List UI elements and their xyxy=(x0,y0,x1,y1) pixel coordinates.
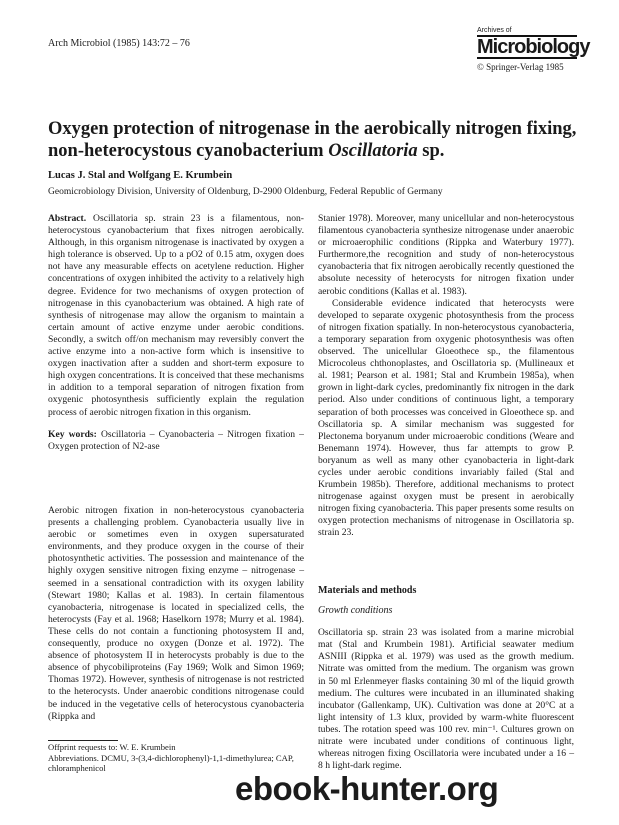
right-paragraph-1: Stanier 1978). Moreover, many unicellular and non-heterocystous filamentous cyanobacteria synthesize nitrogenase under anaerobic or microaerophilic conditions (Rippka and Waterbury 1977). Furthermore,the recognition and study of non-heterocystous cyanobacteria that fix nitrogen aerobically recently questioned the absolute necessity of heterocysts for nitrogen fixation under aerobic conditions (Kallas et al. 1983). xyxy=(318,213,574,297)
intro-paragraph: Aerobic nitrogen fixation in non-heterocystous cyanobacteria presents a challenging problem. Cyanobacteria usually live in aerobic or sometimes even in oxygen supersaturated environments, and they produce oxygen in the course of their photosynthetic activities. The possession and maintenance of the highly oxygen sensitive nitrogen fixing enzyme – nitrogenase – seemed in a sensational contradiction with its oxygen lability (Stewart 1980; Kallas et al. 1983). In certain filamentous cyanobacteria, nitrogenase is located in specialized cells, the heterocysts (Fay et al. 1968; Haselkorn 1978; Murry et al. 1984). These cells do not contain a functioning photosystem II and, consequently, produce no oxygen (Donze et al. 1972). The absence of photosystem II in heterocysts probably is due to the absence of phycobiliproteins (Fay 1969; Wolk and Simon 1969; Thomas 1972). However, synthesis of nitrogenase is not restricted to the heterocysts. Under anaerobic conditions nitrogenase could be induced in the vegetative cells of heterocystous cyanobacteria (Rippka and xyxy=(48,505,304,722)
title-line-2 xyxy=(48,140,588,162)
methods-section xyxy=(318,585,574,772)
journal-logo-small: Archives of xyxy=(477,27,512,34)
title-genus: Oscillatoria xyxy=(328,141,418,161)
keywords-text: Oscillatoria – Cyanobacteria – Nitrogen fixation – Oxygen protection of N2-ase xyxy=(48,428,304,452)
affiliation: Geomicrobiology Division, University of Oldenburg, D-2900 Oldenburg, Federal Republic of Germany xyxy=(48,187,443,197)
watermark: ebook-hunter.org xyxy=(235,770,499,807)
offprint-note: Offprint requests to: W. E. Krumbein xyxy=(48,742,176,752)
abstract-label: Abstract. xyxy=(48,213,87,224)
footnotes xyxy=(48,742,304,774)
right-column xyxy=(318,213,574,540)
journal-citation: Arch Microbiol (1985) 143:72 – 76 xyxy=(48,38,190,49)
section-heading-methods: Materials and methods xyxy=(318,585,417,596)
subsection-heading-growth: Growth conditions xyxy=(318,605,393,617)
right-paragraph-2: Considerable evidence indicated that heterocysts were developed to separate oxygenic photosynthesis from the process of nitrogen fixation spatially. In non-heterocystous cyanobacteria, a temporary separation from oxygenic photosynthesis was often observed. The unicellular Gloeothece sp., the filamentous Microcoleus chthonoplastes, and Oscillatoria sp. (Mullineaux et al. 1981; Pearson et al. 1981; Stal and Krumbein 1985a), when grown in light-dark cycles, predominantly fix nitrogen in the dark period. Also under conditions of continuous light, a temporary separation of both processes was conceived in Gloeothece sp. and Oscillatoria sp. A similar mechanism was suggested for Plectonema boryanum under microaerobic conditions (Weare and Benemann 1974). However, thus far attempts to grow P. boryanum as well as many other cyanobacteria in light-dark cycles under aerobic conditions invariably failed (Stal and Krumbein 1985b). Therefore, additional mechanisms to protect nitrogenase against oxygen must be present in aerobically nitrogen fixing cyanobacteria. This paper presents some results on oxygen protection mechanisms of nitrogenase in Oscillatoria sp. strain 23. xyxy=(318,297,574,539)
title-line-1: Oxygen protection of nitrogenase in the aerobically nitrogen fixing, xyxy=(48,119,577,139)
keywords xyxy=(48,429,304,453)
left-column xyxy=(48,213,304,453)
journal-logo-name: Microbiology xyxy=(477,36,590,58)
title-line-2-start: non-heterocystous cyanobacterium xyxy=(48,141,329,161)
authors: Lucas J. Stal and Wolfgang E. Krumbein xyxy=(48,170,233,181)
introduction xyxy=(48,505,304,723)
methods-paragraph: Oscillatoria sp. strain 23 was isolated from a marine microbial mat (Stal and Krumbein 1981). Artificial seawater medium ASNIII (Rippka et al. 1979) was used as the growth medium. Nitrate was omitted from the medium. The organism was grown in 50 ml Erlenmeyer flasks containing 30 ml of the liquid growth medium. The cultures were incubated in an illuminated shaking incubator (Gallenkamp, UK). Cultivation was done at 20°C at a light intensity of 1.3 klux, provided by warm-white fluorescent tubes. The rotation speed was 100 rev. min⁻¹. Cultures grown on nitrate were incubated under conditions of continuous light, whereas nitrogen fixing Oscillatoria were incubated under a 16 – 8 h light-dark regime. xyxy=(318,627,574,772)
abbreviations-note: Abbreviations. DCMU, 3-(3,4-dichlorophenyl)-1,1-dimethylurea; CAP, chloramphenicol xyxy=(48,752,294,773)
copyright: © Springer-Verlag 1985 xyxy=(477,62,564,72)
article-title xyxy=(48,118,588,162)
abstract-text: Oscillatoria sp. strain 23 is a filamentous, non-heterocystous cyanobacterium that fixes nitrogen aerobically. Although, in this organism nitrogenase is inactivated by oxygen a high tolerance is observed. Up to a pO2 of 0.15 atm, oxygen does not have any measurable effects on acetylene reduction. Higher concentrations of oxygen inhibited the activity to a relatively high degree. Evidence for two mechanisms of oxygen protection of nitrogenase in this cyanobacterium was obtained. A high rate of synthesis of nitrogenase may allow the organism to maintain a certain amount of active enzyme under aerobic conditions. Secondly, a switch off/on mechanism may reversibly convert the active enzyme into a non-active form which is insensitive to oxygen inactivation after a sudden and short-term exposure to high oxygen concentrations. It is conceived that these mechanisms in addition to a temporal separation of nitrogen fixation from oxygenic photosynthesis sufficiently explain the regulation process of aerobic nitrogen fixation in this organism. xyxy=(48,213,304,418)
abstract xyxy=(48,213,304,419)
journal-logo xyxy=(477,27,590,72)
footnote-rule xyxy=(48,740,118,741)
keywords-label: Key words: xyxy=(48,428,97,440)
title-line-2-end: sp. xyxy=(417,141,445,161)
